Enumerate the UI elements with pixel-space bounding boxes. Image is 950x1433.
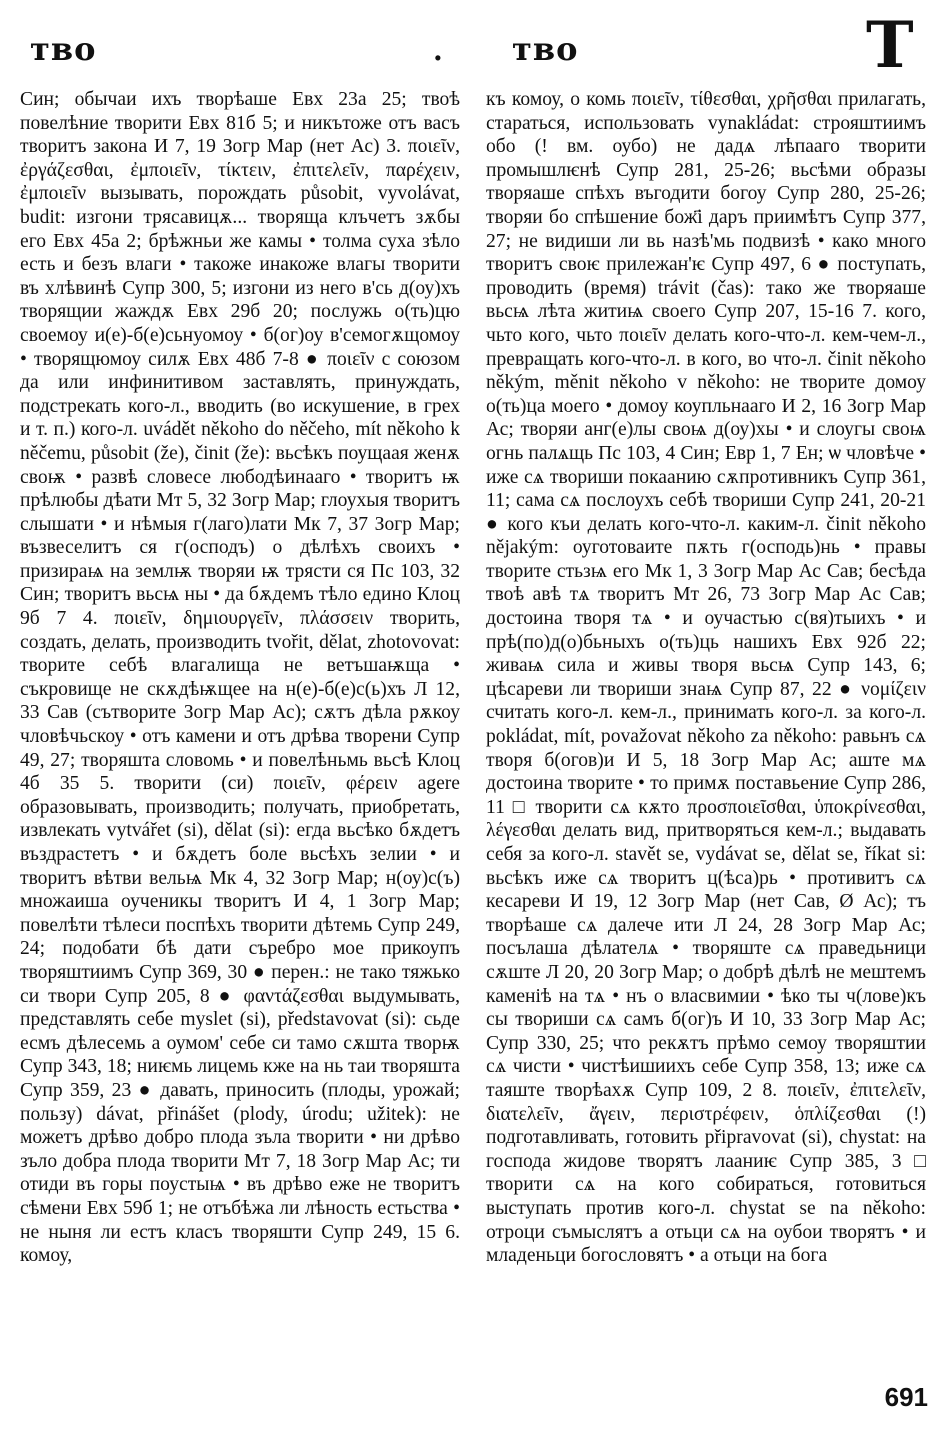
page-number: 691 <box>884 1382 928 1412</box>
running-header-right: тво <box>512 30 579 68</box>
running-header-left: тво <box>30 30 97 68</box>
right-column <box>486 88 926 1378</box>
section-letter: Т <box>866 8 914 83</box>
right-column-text: къ комоу, о комь ποιεῖν, τίθεσθαι, χρῆσθαι прилагать, стараться, использовать vynakládat: строяштиимъ обо (! вм. оубо) не дадѧ лѣпааго творити промышлѥнѣ Супр 281, 25-26; вьсѣми образы творяаше спѣхъ въгодити богоу Супр 280, 25-26; творяи бо спѣшение бож҃і даръ приимѣтъ Супр 377, 27; не видиши ли вь назѣ'мь подвизѣ • како много творитъ своѥ прилежан'ѥ Супр 497, 6 ● поступать, проводить (время) trávit (čas): тако же творяаше вьсѩ лѣта житиѩ своего Супр 207, 15-16 7. кого, чьто кого, чьто ποιεῖν делать кого-что-л. кем-чем-л., превращать кого-что-л. в кого, во что-л. činit někoho někým, měnit někoho v někoho: не творите домоу о(ть)ца моего • домоу коупльнааго И 2, 16 Зогр Мар Ас; творяи анг(е)лы своѩ д(оу)хы • и слоугы своѩ огнь палѧщь Пс 103, 4 Син; Евр 1, 7 Ен; ѡ чловѣче • иже сѧ твориши покаанию сѫпротивникъ Супр 361, 11; сама сѧ послоухъ себѣ твориши Супр 241, 20-21 ● кого къи делать кого-что-л. каким-л. činit někoho nějakým: оуготоваите пѫть г(осподь)нь • правы творите стьзѩ его Мк 1, 3 Зогр Мар Ас Сав; бесѣда твоѣ авѣ тѧ творитъ Мт 26, 73 Зогр Мар Ас Сав; достоина творя тѧ • и оучастью с(вя)тыихъ • и прѣ(по)д(о)бьныхъ о(ть)ць нашихъ Евх 92б 22; живаѩ сила и живы творя вьсѩ Супр 143, 6; цѣсареви ли твориши знаѩ Супр 87, 22 ● νομίζειν считать кого-л. кем-л., принимать кого-л. за кого-л. pokládat, mít, považovat někoho za někoho: равьнъ сѧ творя б(огов)и И 5, 18 Зогр Мар Ас; аште мѧ достоина творите • то примѫ поставьение Супр 286, 11 □ творити сѧ кѫто προσποιεῖσθαι, ὑποκρίνεσθαι, λέγεσθαι делать вид, притворяться кем-л.; выдавать себя за кого-л. stavět se, vydávat se, dělat se, říkat si: вьсѣкъ иже сѧ творитъ ц(ѣса)рь • противитъ сѧ кесареви И 19, 12 Зогр Мар (нет Сав, Ø Ас); тъ творѣаше сѧ далече ити Л 24, 28 Зогр Мар Ас; посълаша дѣлателѧ • творяште сѧ праведьници сѫште Л 20, 20 Зогр Мар; о добрѣ дѣлѣ не мештемъ каменіѣ на тѧ • нъ о власвимии • ѣко ты ч(лове)къ сы твориши сѧ самъ б(ог)ъ И 10, 33 Зогр Мар Ас; Супр 330, 25; что рекѫтъ прѣмо семоу творяштии сѧ чисти • чистѣишиихъ себе Супр 358, 13; иже сѧ таяште творѣахѫ Супр 109, 2 8. ποιεῖν, ἐπιτελεῖν, διατελεῖν, ἄγειν, περιστρέφειν, ὁπλίζεσθαι (!) подготавливать, готовить připravovat (si), chystat: на господа жидове творятъ лааниѥ Супр 385, 3 □ творити сѧ на кого собираться, готовиться выступать против кого-л. chystat se na někoho: отроци съмыслятъ а отьци сѧ на оубои творятъ • и младеньци богословятъ • а отьци на бога <box>486 89 926 1267</box>
left-column-text: Син; обычаи ихъ творѣаше Евх 23а 25; твоѣ повелѣние творити Евх 81б 5; и никътоже отъ васъ творитъ закона И 7, 19 Зогр Мар (нет Ас) 3. ποιεῖν, ἐργάζεσθαι, ἐμποιεῖν, τίκτειν, ἐπιτελεῖν, παρέχειν, ἐμποιεῖν вызывать, порождать působit, vyvolávat, budit: изгони трясавицѫ... творяща клъчетъ зѫбы его Евх 45а 2; брѣжньи же камы • толма суха зѣло есть и безъ влаги • такоже инакоже влагы творити въ хлѣвинѣ Супр 300, 5; изгони из него в'сь д(оу)хъ творящии жаждѫ Евх 29б 20; послужь о(ть)цю своемоу и(е)-б(е)сьнуомоу • б(ог)оу в'семогѫщомоу • творящюмоу силѫ Евх 48б 7-8 ● ποιεῖν с союзом да или инфинитивом заставлять, принуждать, подстрекать кого-л., вводить (во искушение, в грех и т. п.) кого-л. uvádět někoho do něčeho, mít někoho k něčemu, působit (že), činit (že): вьсѣкъ поущаая женѫ своѭ • развѣ словесе любодѣинааго • творитъ ѭ прѣлюбы дѣати Мт 5, 32 Зогр Мар; глоухыя творитъ слышати • и нѣмыя г(лаго)лати Мк 7, 37 Зогр Мар; възвеселитъ ся г(осподъ) о дѣлѣхъ своихъ • призираѩ на землѭ творяи ѭ трясти ся Пс 103, 32 Син; творитъ вьсѩ ны • да бѫдемъ тѣло едино Клоц 9б 7 4. ποιεῖν, δημιουργεῖν, πλάσσειν творить, создать, делать, производить tvořit, dělat, zhotovovat: творите себѣ влагалища не ветъшаѭща • съкровище не скѫдѣѭщее на н(е)-б(е)с(ь)хъ Л 12, 33 Сав (сътворите Зогр Мар Ас); сѫтъ дѣла рѫкоу чловѣчьскоу • отъ камени и отъ дрѣва творени Супр 49, 27; творяшта словомь • и повелѣньмь вьсѣ Клоц 4б 35 5. творити (си) ποιεῖν, φέρειν agere образовывать, производить; получать, приобретать, извлекать vytvářet (si), dělat (si): егда вьсѣко бѫдетъ въздрастетъ • и бѫдетъ боле вьсѣхъ зелии • и творитъ вѣтви вельѩ Мк 4, 32 Зогр Мар; н(оу)с(ъ) множаиша оученикы творитъ И 4, 1 Зогр Мар; повелѣти тѣлеси поспѣхъ творити дѣтемь Супр 249, 24; подобати бѣ дати съребро мое прикоупъ творяштиимъ Супр 369, 30 ● перен.: не тако тяжько си твори Супр 205, 8 ● φαντάζεσθαι выдумывать, представлять себе myslet (si), představovat (si): сьде есмъ дѣлесемь а оумом' себе си тамо сѫшта творѭ Супр 343, 18; ниѥмь лицемь кже на нь таи творяшта Супр 359, 23 ● давать, приносить (плоды, урожай; пользу) dávat, přinášet (plody, úrodu; užitek): не можетъ дрѣво добро плода зъла творити • ни дрѣво зъло добра плода творити Мт 7, 18 Зогр Мар Ас; ти отиди въ горы поустыѩ • въ дрѣво еже не творитъ сѣмени Евх 59б 1; не отъбѣжа ли лѣность естьства • не ныня ли естъ класъ творяшти Супр 249, 15 6. комоу, <box>20 89 460 1267</box>
left-column <box>20 88 460 1378</box>
header-separator-dot: . <box>433 34 443 67</box>
